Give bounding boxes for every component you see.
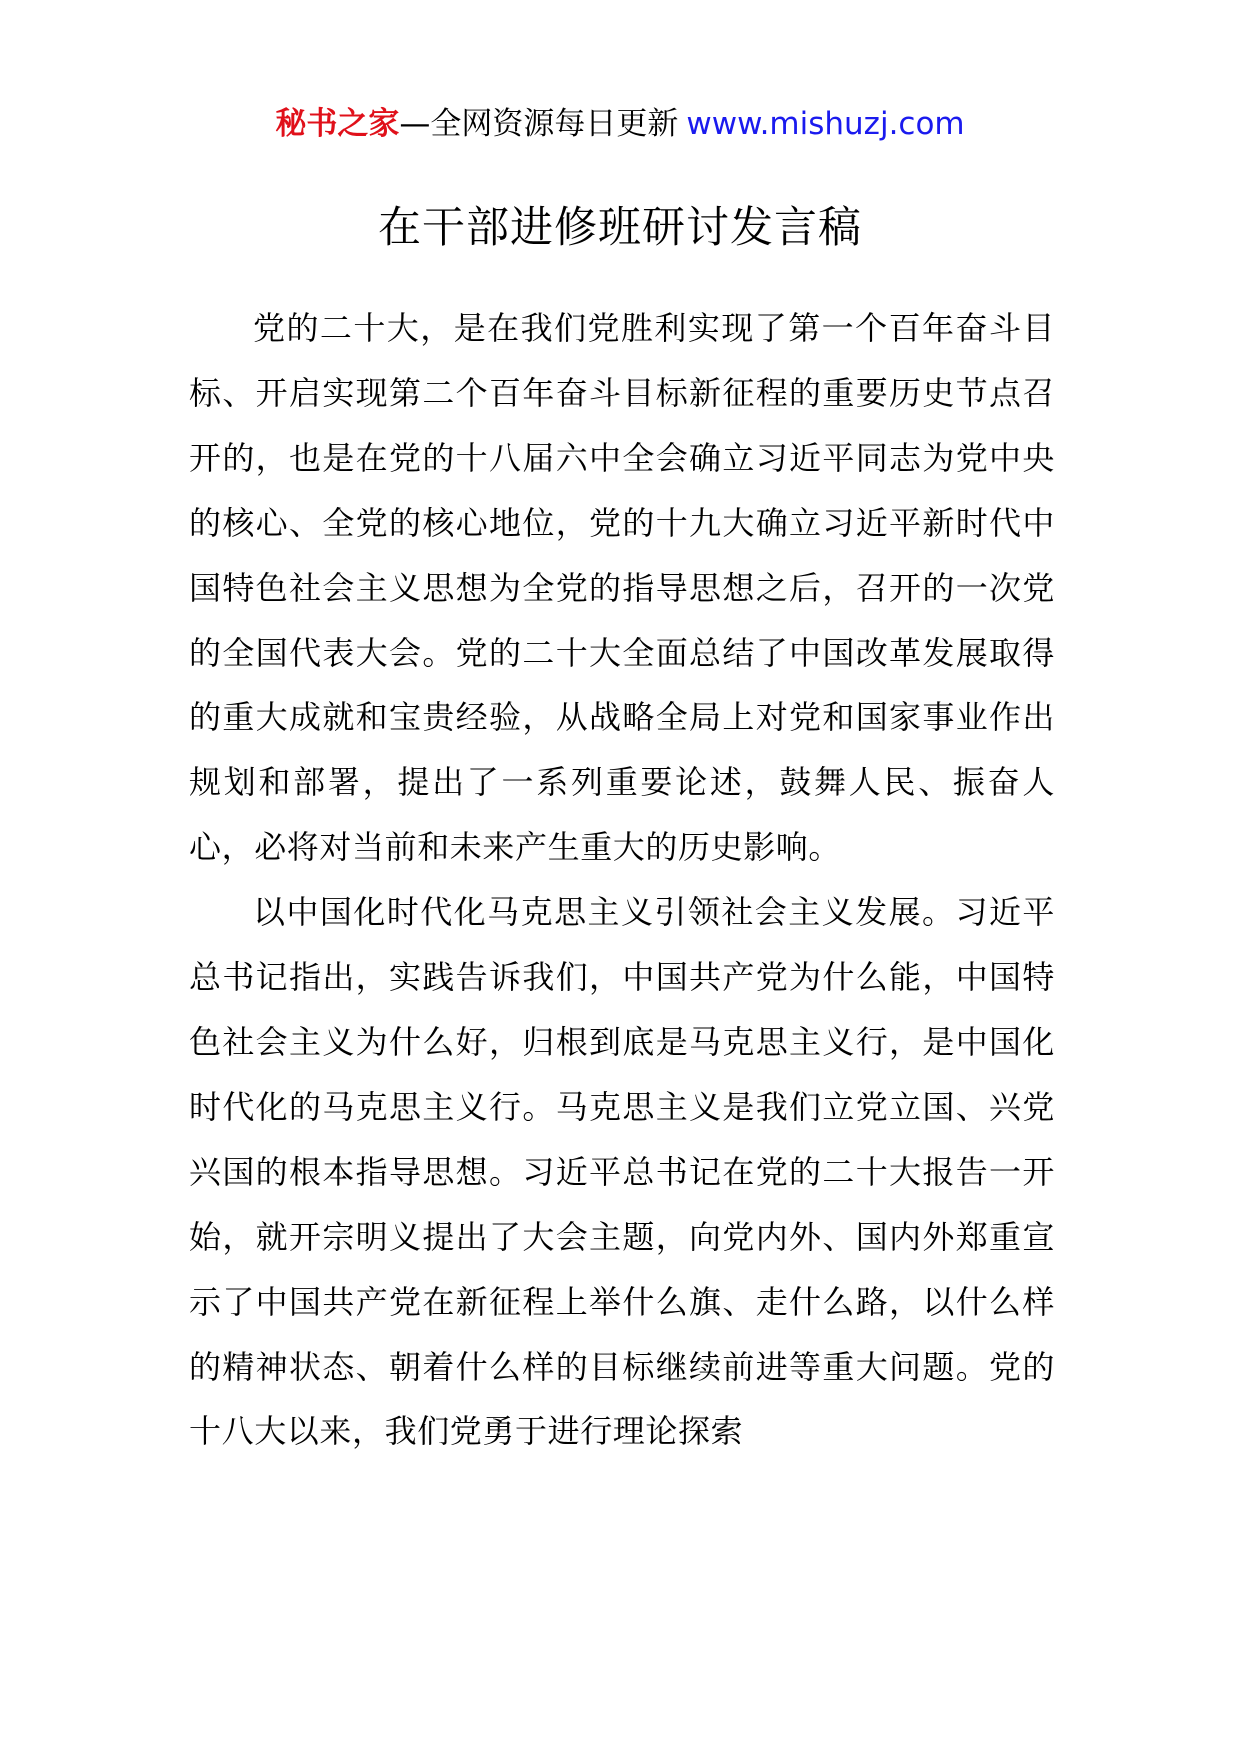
brand-name: 秘书之家 (275, 106, 400, 142)
paragraph-1: 党的二十大，是在我们党胜利实现了第一个百年奋斗目标、开启实现第二个百年奋斗目标新征程的重要历史节点召开的，也是在党的十八届六中全会确立习近平同志为党中央的核心、全党的核心地位，党的十九大确立习近平新时代中国特色社会主义思想为全党的指导思想之后，召开的一次党的全国代表大会。党的二十大全面总结了中国改革发展取得的重大成就和宝贵经验，从战略全局上对党和国家事业作出规划和部署，提出了一系列重要论述，鼓舞人民、振奋人心，必将对当前和未来产生重大的历史影响。 (189, 309, 1055, 867)
site-url-link[interactable]: www.mishuzj.com (686, 106, 965, 142)
document-title: 在干部进修班研讨发言稿 (378, 203, 862, 253)
document-body (189, 296, 1055, 1464)
header-tagline: —全网资源每日更新 (399, 106, 679, 142)
paragraph-2: 以中国化时代化马克思主义引领社会主义发展。习近平总书记指出，实践告诉我们，中国共产党为什么能，中国特色社会主义为什么好，归根到底是马克思主义行，是中国化时代化的马克思主义行。马克思主义是我们立党立国、兴党兴国的根本指导思想。习近平总书记在党的二十大报告一开始，就开宗明义提出了大会主题，向党内外、国内外郑重宣示了中国共产党在新征程上举什么旗、走什么路，以什么样的精神状态、朝着什么样的目标继续前进等重大问题。党的十八大以来，我们党勇于进行理论探索 (189, 893, 1055, 1451)
site-header (0, 100, 1240, 148)
